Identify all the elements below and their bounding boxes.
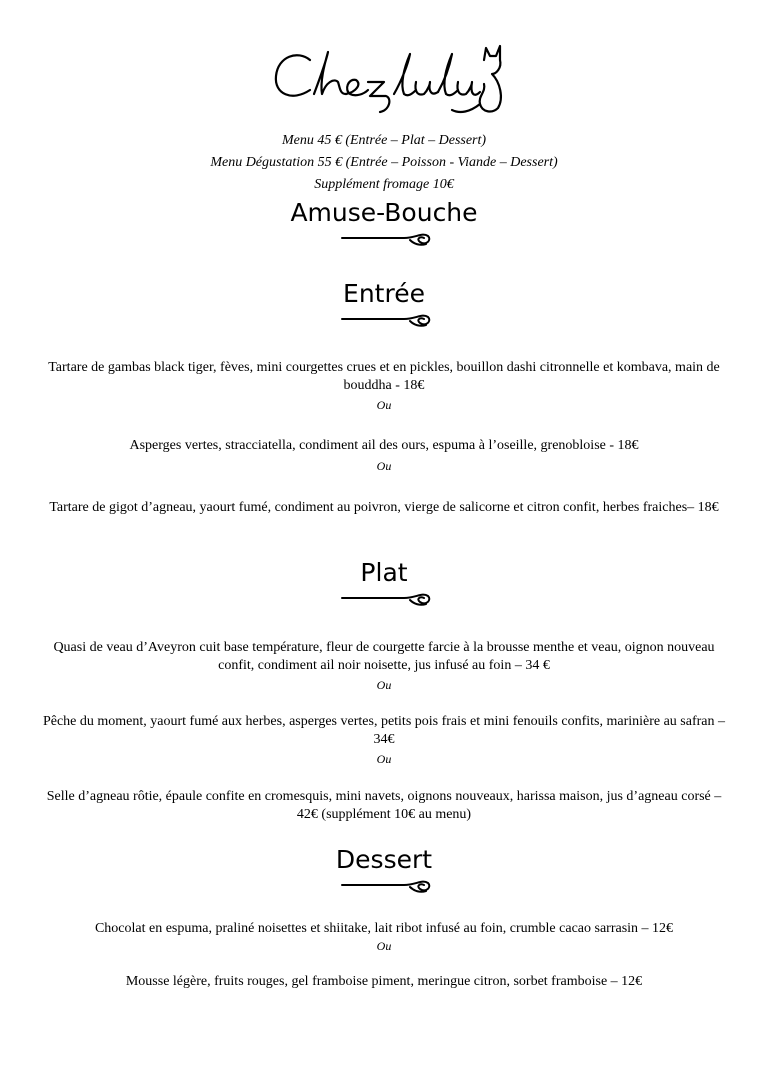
flourish-divider [340,877,432,895]
flourish-divider [340,311,432,329]
dessert-item: Mousse légère, fruits rouges, gel framboise piment, meringue citron, sorbet framboise – 12€ [125,974,643,989]
or-separator: Ou [376,398,392,412]
dessert-item: Chocolat en espuma, praliné noisettes et shiitake, lait ribot infusé au foin, crumble cacao sarrasin – 12€ [94,921,674,936]
flourish-divider [340,590,432,608]
section-title-amuse-bouche: Amuse-Bouche [290,198,478,227]
entree-item: Tartare de gambas black tiger, fèves, mini courgettes crues et en pickles, bouillon dashi citronnelle et kombava, main de bouddha - 18€ [48,360,720,393]
entree-item: Tartare de gigot d’agneau, yaourt fumé, condiment au poivron, vierge de salicorne et citron confit, herbes fraiches– 18€ [49,500,719,515]
flourish-divider [340,230,432,248]
chez-lulu-logo [270,42,505,118]
or-separator: Ou [376,752,392,766]
cheese-supplement-line: Supplément fromage 10€ [314,177,454,192]
plat-item: Quasi de veau d’Aveyron cuit base température, fleur de courgette farcie à la brousse menthe et veau, oignon nouveau confit, condiment ail noir noisette, jus infusé au foin – 34 € [53,640,715,673]
plat-item: Pêche du moment, yaourt fumé aux herbes, asperges vertes, petits pois frais et mini fenouils confits, marinière au safran – 34€ [42,714,726,747]
section-title-plat: Plat [360,558,408,587]
or-separator: Ou [376,459,392,473]
plat-item: Selle d’agneau rôtie, épaule confite en cromesquis, mini navets, oignons nouveaux, harissa maison, jus d’agneau corsé – 42€ (supplément 10€ au menu) [46,789,722,822]
section-title-dessert: Dessert [335,845,433,874]
section-title-entree: Entrée [343,279,425,308]
or-separator: Ou [376,939,392,953]
tasting-menu-line: Menu Dégustation 55 € (Entrée – Poisson - Viande – Dessert) [210,155,558,170]
or-separator: Ou [376,678,392,692]
entree-item: Asperges vertes, stracciatella, condiment ail des ours, espuma à l’oseille, grenobloise - 18€ [129,438,639,453]
menu-price-line: Menu 45 € (Entrée – Plat – Dessert) [281,133,487,148]
